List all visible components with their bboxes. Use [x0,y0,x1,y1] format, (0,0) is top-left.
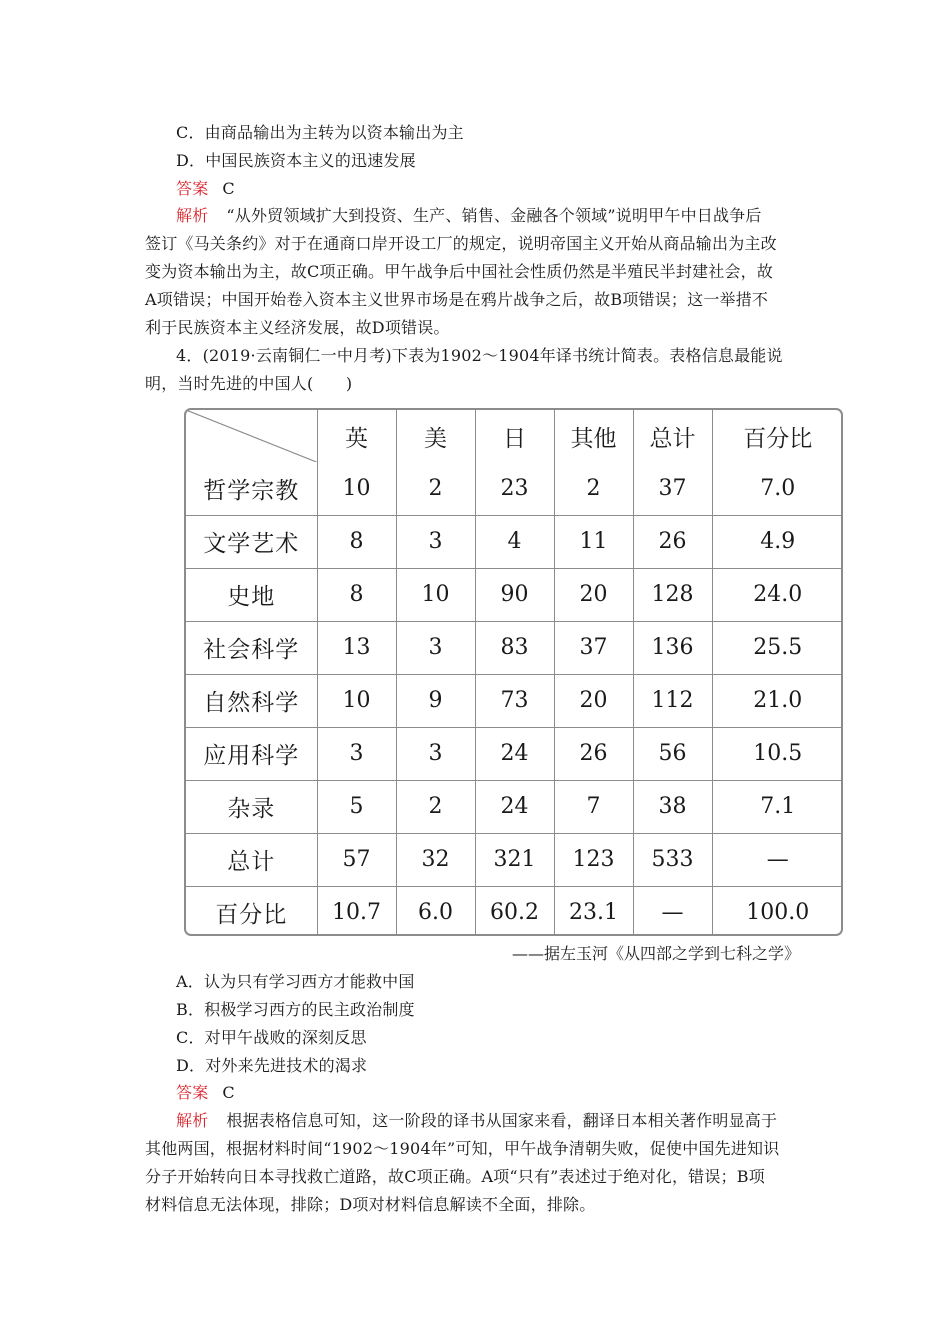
header-cell: 百分比 [712,410,843,462]
answer-value: C [222,179,235,198]
q3-answer [176,179,846,199]
row-label-cell: 自然科学 [186,674,317,727]
row-label-cell: 杂录 [186,780,317,833]
table-cell: 24 [475,727,554,780]
table-cell: 21.0 [712,674,843,727]
q3-analysis-line-3: 变为资本输出为主，故C项正确。甲午战争后中国社会性质仍然是半殖民半封建社会，故 [145,262,774,281]
row-label-cell: 哲学宗教 [186,462,317,515]
table-cell: 10 [317,674,396,727]
table-row [186,833,843,886]
table-cell: 112 [633,674,712,727]
table-cell: 3 [396,621,475,674]
table-cell: 10.7 [317,886,396,936]
q3-analysis-line-5: 利于民族资本主义经济发展，故D项错误。 [145,318,450,337]
answer-value: C [222,1083,235,1102]
q4-option-a: A．认为只有学习西方才能救中国 [176,972,415,991]
table-cell: 7.1 [712,780,843,833]
table-row [186,621,843,674]
table-cell: 20 [554,674,633,727]
table-cell: 10 [396,568,475,621]
table-cell: 6.0 [396,886,475,936]
table-cell: 3 [396,515,475,568]
table-cell: 5 [317,780,396,833]
q4-stem-line-2: 明，当时先进的中国人( ) [145,374,353,393]
row-label-cell: 文学艺术 [186,515,317,568]
table-cell: 7 [554,780,633,833]
table-cell: 37 [554,621,633,674]
table-cell: 9 [396,674,475,727]
table-cell: — [712,833,843,886]
table-cell: 321 [475,833,554,886]
table-source-citation: ——据左玉河《从四部之学到七科之学》 [511,944,800,963]
table-cell: 90 [475,568,554,621]
table-row [186,727,843,780]
table-row [186,780,843,833]
header-cell: 日 [475,410,554,462]
table-cell: 10.5 [712,727,843,780]
row-label-cell: 百分比 [186,886,317,936]
table-cell: 136 [633,621,712,674]
table-cell: 11 [554,515,633,568]
table-cell: 128 [633,568,712,621]
table-cell: 10 [317,462,396,515]
table-cell: 100.0 [712,886,843,936]
table-cell: 24.0 [712,568,843,621]
table-cell: 2 [554,462,633,515]
table-cell: 73 [475,674,554,727]
header-cell: 其他 [554,410,633,462]
row-label-cell: 史地 [186,568,317,621]
table-header-row [186,410,843,462]
q4-option-c: C．对甲午战败的深刻反思 [176,1028,367,1047]
q3-analysis-line-2: 签订《马关条约》对于在通商口岸开设工厂的规定，说明帝国主义开始从商品输出为主改 [145,234,777,253]
q4-analysis-line-3: 分子开始转向日本寻找救亡道路，故C项正确。A项“只有”表述过于绝对化，错误；B项 [145,1167,765,1186]
table-cell: 23 [475,462,554,515]
q4-analysis-line-2: 其他两国，根据材料时间“1902～1904年”可知，甲午战争清朝失败，促使中国先进知识 [145,1139,780,1158]
table-row [186,462,843,515]
table-row [186,515,843,568]
table-cell: 37 [633,462,712,515]
header-cell: 美 [396,410,475,462]
table-cell: 13 [317,621,396,674]
analysis-label: 解析 [176,1111,209,1130]
q4-answer [176,1083,846,1103]
table-row [186,674,843,727]
table-cell: 24 [475,780,554,833]
diagonal-line [186,410,317,462]
q3-analysis-line-4: A项错误；中国开始卷入资本主义世界市场是在鸦片战争之后，故B项错误；这一举措不 [145,290,769,309]
table-cell: 3 [317,727,396,780]
table-cell: 26 [554,727,633,780]
table-row [186,886,843,936]
row-label-cell: 总计 [186,833,317,886]
translation-stats-table [184,408,843,936]
table-cell: 60.2 [475,886,554,936]
table-cell: 533 [633,833,712,886]
table-cell: 4 [475,515,554,568]
q4-stem-line-1: 4．(2019·云南铜仁一中月考)下表为1902～1904年译书统计简表。表格信息最能说 [176,346,783,365]
header-cell: 总计 [633,410,712,462]
analysis-label: 解析 [176,206,209,225]
table-cell: 25.5 [712,621,843,674]
table-cell: 38 [633,780,712,833]
table-cell: 83 [475,621,554,674]
q3-option-c: C．由商品输出为主转为以资本输出为主 [176,123,464,142]
analysis-text: “从外贸领域扩大到投资、生产、销售、金融各个领域”说明甲午中日战争后 [226,206,762,225]
table-cell: 56 [633,727,712,780]
row-label-cell: 社会科学 [186,621,317,674]
table-cell: 8 [317,515,396,568]
table-cell: 20 [554,568,633,621]
table-row [186,568,843,621]
table-cell: 23.1 [554,886,633,936]
header-cell: 英 [317,410,396,462]
row-label-cell: 应用科学 [186,727,317,780]
table-cell: 2 [396,780,475,833]
q4-analysis-line-4: 材料信息无法体现，排除；D项对材料信息解读不全面，排除。 [145,1195,596,1214]
table-cell: 26 [633,515,712,568]
table-cell: 3 [396,727,475,780]
table-cell: 4.9 [712,515,843,568]
q3-option-d: D．中国民族资本主义的迅速发展 [176,151,416,170]
q4-option-b: B．积极学习西方的民主政治制度 [176,1000,415,1019]
table-cell: 2 [396,462,475,515]
diagonal-corner-cell [186,410,317,462]
answer-label: 答案 [176,1083,209,1102]
q4-analysis-line-1 [176,1111,846,1131]
table-cell: 57 [317,833,396,886]
table-cell: 123 [554,833,633,886]
q3-analysis-line-1 [176,206,846,226]
q4-option-d: D．对外来先进技术的渴求 [176,1056,368,1075]
answer-label: 答案 [176,179,209,198]
table-cell: 32 [396,833,475,886]
table-cell: — [633,886,712,936]
table-cell: 8 [317,568,396,621]
analysis-text: 根据表格信息可知，这一阶段的译书从国家来看，翻译日本相关著作明显高于 [226,1111,778,1130]
table-cell: 7.0 [712,462,843,515]
